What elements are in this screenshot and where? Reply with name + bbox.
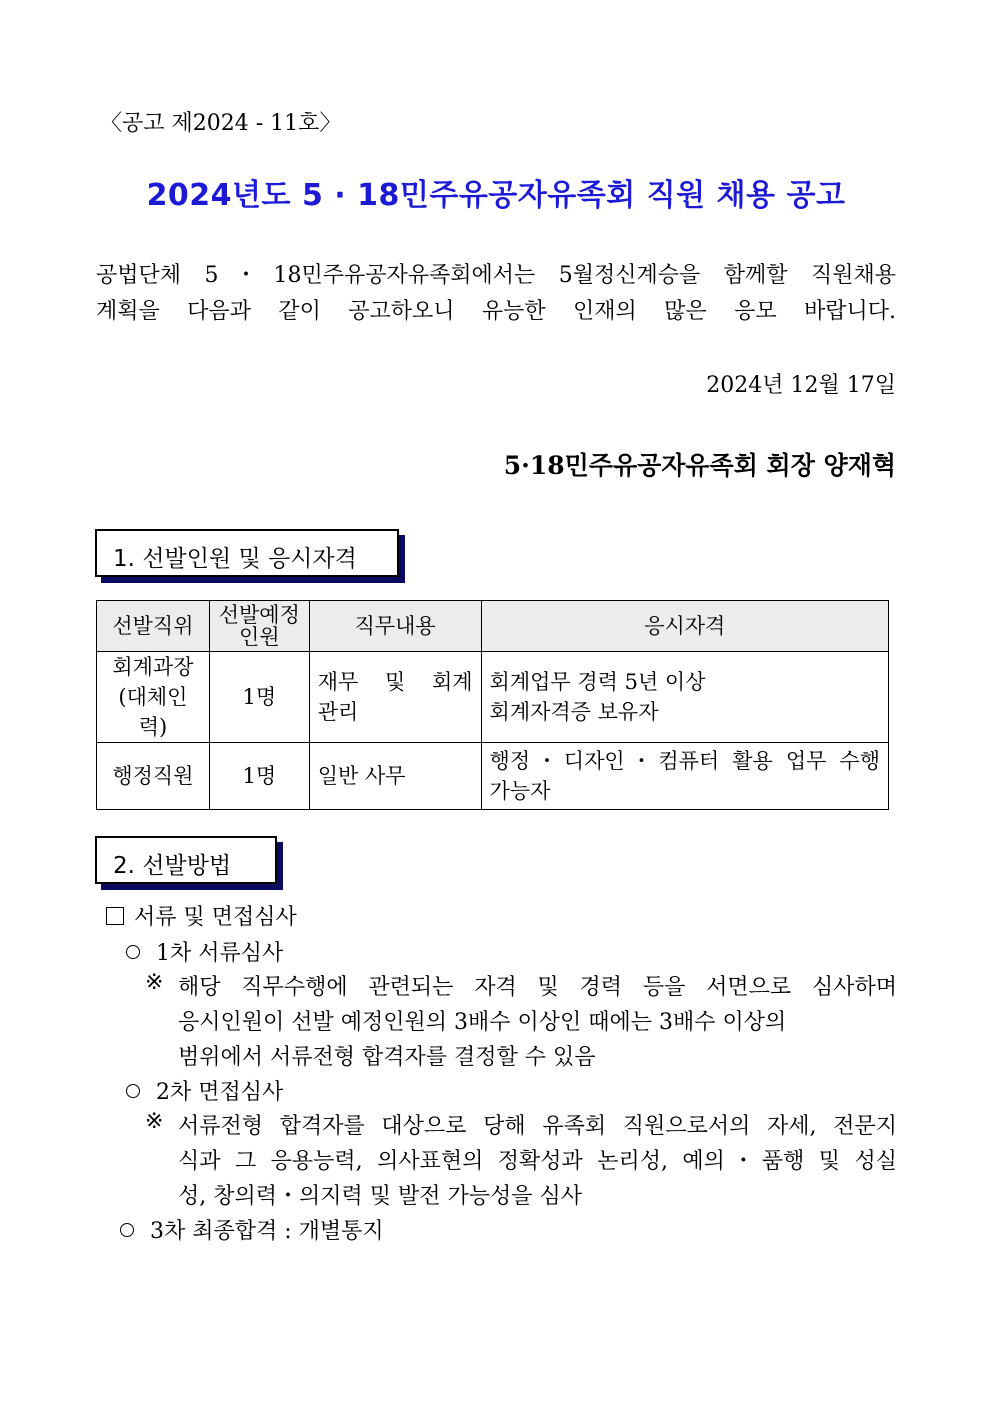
circle-bullet-icon: [126, 945, 140, 959]
intro-line-2: 계획을 다음과 같이 공고하오니 유능한 인재의 많은 응모 바랍니다.: [96, 299, 896, 324]
step-1-note-line-1: 해당 직무수행에 관련되는 자격 및 경력 등을 서면으로 심사하며: [178, 975, 897, 1000]
document-title: 2024년도 5 · 18민주유공자유족회 직원 채용 공고: [146, 178, 846, 213]
notice-number: 〈공고 제2024 - 11호〉: [100, 111, 342, 136]
section-2-heading: 2. 선발방법: [113, 853, 232, 879]
step-2-note-line-2: 식과 그 응용능력, 의사표현의 정확성과 논리성, 예의・품행 및 성실: [178, 1149, 897, 1174]
circle-bullet-icon: [120, 1223, 134, 1237]
method-step-3: [120, 1214, 384, 1245]
header-count: 선발예정 인원: [209, 601, 309, 652]
step-1-note-line-3: 범위에서 서류전형 합격자를 결정할 수 있음: [178, 1045, 596, 1070]
step-2-note-line-1: 서류전형 합격자를 대상으로 당해 유족회 직원으로서의 자세, 전문지: [178, 1114, 897, 1139]
square-bullet-icon: [106, 907, 124, 925]
recruitment-table: [96, 600, 889, 810]
section-2-heading-box: [95, 836, 277, 884]
cell-position: 행정직원: [97, 743, 210, 810]
notice-date: 2024년 12월 17일: [706, 373, 896, 398]
reference-mark-icon: ※: [145, 970, 164, 995]
section-1-heading-box: [95, 529, 399, 577]
step-2-label: 2차 면접심사: [156, 1080, 284, 1105]
cell-count: 1명: [209, 652, 309, 743]
header-qualifications: 응시자격: [481, 601, 888, 652]
header-position: 선발직위: [97, 601, 210, 652]
reference-mark-icon: ※: [145, 1109, 164, 1134]
step-1-label: 1차 서류심사: [156, 941, 284, 966]
circle-bullet-icon: [126, 1084, 140, 1098]
method-box-item: [106, 900, 297, 931]
section-1-heading: 1. 선발인원 및 응시자격: [113, 546, 357, 572]
table-row: [97, 652, 889, 743]
header-duties: 직무내용: [309, 601, 481, 652]
method-step-1: [126, 936, 283, 967]
step-2-note-line-3: 성, 창의력・의지력 및 발전 가능성을 심사: [178, 1184, 582, 1209]
step-3-label: 3차 최종합격 : 개별통지: [150, 1219, 384, 1244]
table-row: [97, 743, 889, 810]
cell-qualifications: 행정・디자인・컴퓨터 활용 업무 수행 가능자: [481, 743, 888, 810]
cell-position: 회계과장 (대체인력): [97, 652, 210, 743]
cell-qualifications: 회계업무 경력 5년 이상 회계자격증 보유자: [481, 652, 888, 743]
cell-duties: 재무 및 회계 관리: [309, 652, 481, 743]
intro-line-1: 공법단체 5・18민주유공자유족회에서는 5월정신계승을 함께할 직원채용: [96, 263, 896, 288]
step-1-note-line-2: 응시인원이 선발 예정인원의 3배수 이상인 때에는 3배수 이상의: [178, 1010, 787, 1035]
cell-count: 1명: [209, 743, 309, 810]
cell-duties: 일반 사무: [309, 743, 481, 810]
signer: 5·18민주유공자유족회 회장 양재혁: [503, 451, 896, 480]
table-header-row: [97, 601, 889, 652]
method-step-2: [126, 1075, 283, 1106]
method-box-item-text: 서류 및 면접심사: [134, 905, 297, 930]
